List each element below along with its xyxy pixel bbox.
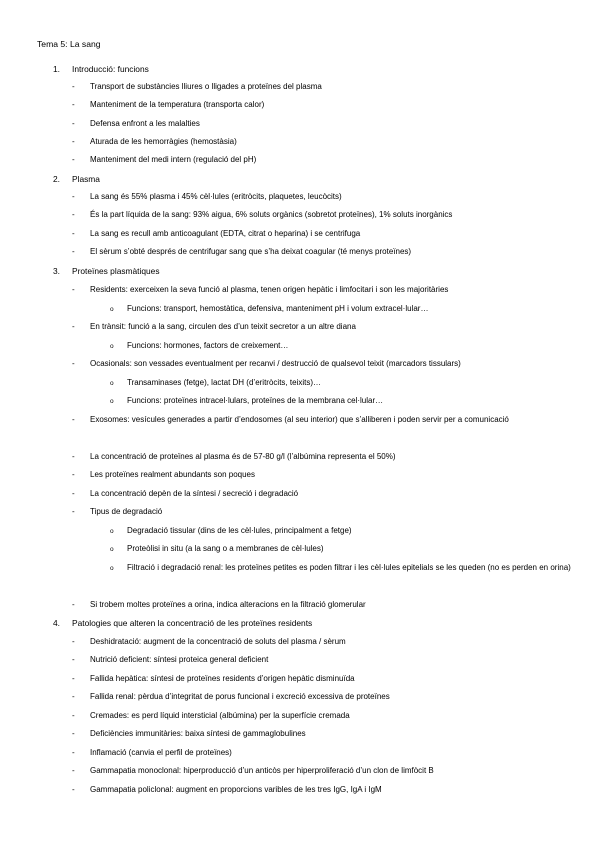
bullet-dash: - xyxy=(72,247,75,256)
list-item-text: Funcions: proteïnes intracel·lulars, proteïnes de la membrana cel·lular… xyxy=(127,396,384,405)
list-item-text: Deshidratació: augment de la concentració de soluts del plasma / sèrum xyxy=(90,637,346,646)
list-item xyxy=(72,359,461,368)
list-item-text: Funcions: transport, hemostàtica, defensiva, manteniment pH i volum extracel·lular… xyxy=(127,304,429,313)
list-item-text: Nutrició deficient: síntesi proteica general deficient xyxy=(90,655,269,664)
section-heading-1 xyxy=(53,64,149,74)
list-item-text: Gammapatia monoclonal: hiperproducció d’un anticòs per hiperproliferació d’un clon de limfòcit B xyxy=(90,766,434,775)
list-item xyxy=(72,137,237,146)
list-item-text: Fallida hepàtica: síntesi de proteïnes residents d’origen hepàtic disminuïda xyxy=(90,674,355,683)
sub-list-item xyxy=(110,526,352,535)
section-title: Proteïnes plasmàtiques xyxy=(72,266,160,276)
list-item-text: Les proteïnes realment abundants son poques xyxy=(90,470,256,479)
list-item xyxy=(72,489,298,498)
section-heading-4 xyxy=(53,618,312,628)
bullet-dash: - xyxy=(72,192,75,201)
list-item-text: Exosomes: vesícules generades a partir d’endosomes (al seu interior) que s’alliberen i poden servir per a comunicació xyxy=(90,415,509,424)
list-item-text: Funcions: hormones, factors de creixement… xyxy=(127,341,289,350)
page-title: Tema 5: La sang xyxy=(37,39,101,49)
section-number: 4. xyxy=(53,618,60,628)
list-item xyxy=(72,285,448,294)
bullet-dash: - xyxy=(72,692,75,701)
list-item-text: Aturada de les hemorràgies (hemostàsia) xyxy=(90,137,237,146)
bullet-dash: - xyxy=(72,415,75,424)
list-item-text: Defensa enfront a les malalties xyxy=(90,119,200,128)
list-item-text: Cremades: es perd líquid intersticial (albúmina) per la superfície cremada xyxy=(90,711,350,720)
bullet-dash: - xyxy=(72,100,75,109)
sub-list-item xyxy=(110,396,383,405)
list-item-text: El sèrum s’obté després de centrifugar sang que s’ha deixat coagular (té menys proteïnes) xyxy=(90,247,412,256)
section-number: 3. xyxy=(53,266,60,276)
sub-list-item xyxy=(110,341,288,350)
bullet-dash: - xyxy=(72,470,75,479)
bullet-dash: - xyxy=(72,452,75,461)
list-item-text: La sang és 55% plasma i 45% cèl·lules (eritròcits, plaquetes, leucòcits) xyxy=(90,192,342,201)
list-item-text: Ocasionals: son vessades eventualment per recanvi / destrucció de qualsevol teixit (marcadors tissulars) xyxy=(90,359,461,368)
list-item xyxy=(72,470,255,479)
sub-bullet: o xyxy=(110,398,114,405)
sub-bullet: o xyxy=(110,565,114,572)
list-item xyxy=(72,452,396,461)
list-item xyxy=(72,674,355,683)
list-item-text: Degradació tissular (dins de les cèl·lules, principalment a fetge) xyxy=(127,526,352,535)
list-item-text: Manteniment del medi intern (regulació del pH) xyxy=(90,155,257,164)
list-item xyxy=(72,655,268,664)
sub-list-item xyxy=(110,378,321,387)
list-item-text: Si trobem moltes proteïnes a orina, indica alteracions en la filtració glomerular xyxy=(90,600,366,609)
list-item xyxy=(72,192,342,201)
list-item xyxy=(72,247,411,256)
bullet-dash: - xyxy=(72,766,75,775)
sub-bullet: o xyxy=(110,343,114,350)
list-item-text: Fallida renal: pèrdua d’integritat de porus funcional i excreció excessiva de proteïnes xyxy=(90,692,390,701)
list-item xyxy=(72,229,360,238)
bullet-dash: - xyxy=(72,137,75,146)
list-item-text: És la part líquida de la sang: 93% aigua, 6% soluts orgànics (sobretot proteïnes), 1% soluts inorgànics xyxy=(90,210,453,219)
list-item xyxy=(72,322,356,331)
list-item xyxy=(72,766,434,775)
bullet-dash: - xyxy=(72,322,75,331)
section-title: Patologies que alteren la concentració de les proteïnes residents xyxy=(72,618,313,628)
bullet-dash: - xyxy=(72,489,75,498)
list-item-text: Residents: exerceixen la seva funció al plasma, tenen origen hepàtic i limfocitari i son les majoritàries xyxy=(90,285,449,294)
sub-bullet: o xyxy=(110,528,114,535)
list-item xyxy=(72,637,346,646)
bullet-dash: - xyxy=(72,507,75,516)
list-item xyxy=(72,711,350,720)
bullet-dash: - xyxy=(72,637,75,646)
bullet-dash: - xyxy=(72,210,75,219)
list-item xyxy=(72,82,322,91)
section-title: Plasma xyxy=(72,174,100,184)
sub-bullet: o xyxy=(110,306,114,313)
bullet-dash: - xyxy=(72,155,75,164)
list-item xyxy=(72,119,200,128)
bullet-dash: - xyxy=(72,655,75,664)
list-item-text: Transaminases (fetge), lactat DH (d’eritròcits, teixits)… xyxy=(127,378,321,387)
bullet-dash: - xyxy=(72,674,75,683)
list-item-text: Tipus de degradació xyxy=(90,507,163,516)
section-heading-3 xyxy=(53,266,160,276)
bullet-dash: - xyxy=(72,600,75,609)
list-item-text: La concentració depèn de la síntesi / secreció i degradació xyxy=(90,489,299,498)
list-item xyxy=(72,100,264,109)
list-item-text: Inflamació (canvia el perfil de proteïnes) xyxy=(90,748,232,757)
bullet-dash: - xyxy=(72,359,75,368)
bullet-dash: - xyxy=(72,785,75,794)
section-title: Introducció: funcions xyxy=(72,64,149,74)
bullet-dash: - xyxy=(72,229,75,238)
list-item xyxy=(72,411,520,429)
list-item-text: En trànsit: funció a la sang, circulen des d’un teixit secretor a un altre diana xyxy=(90,322,356,331)
sub-list-item xyxy=(110,559,582,578)
section-number: 1. xyxy=(53,64,60,74)
list-item xyxy=(72,600,366,609)
bullet-dash: - xyxy=(72,285,75,294)
bullet-dash: - xyxy=(72,82,75,91)
list-item xyxy=(72,507,162,516)
sub-bullet: o xyxy=(110,380,114,387)
list-item-text: La concentració de proteïnes al plasma és de 57-80 g/l (l’albúmina representa el 50%) xyxy=(90,452,396,461)
sub-list-item xyxy=(110,544,324,553)
bullet-dash: - xyxy=(72,711,75,720)
list-item xyxy=(72,692,390,701)
bullet-dash: - xyxy=(72,748,75,757)
list-item-text: Manteniment de la temperatura (transporta calor) xyxy=(90,100,265,109)
list-item xyxy=(72,785,382,794)
list-item xyxy=(72,748,232,757)
list-item xyxy=(72,155,256,164)
list-item-text: Deficiències immunitàries: baixa síntesi de gammaglobulines xyxy=(90,729,306,738)
list-item-text: Proteòlisi in situ (a la sang o a membranes de cèl·lules) xyxy=(127,544,324,553)
sub-bullet: o xyxy=(110,546,114,553)
section-number: 2. xyxy=(53,174,60,184)
list-item-text: La sang es recull amb anticoagulant (EDTA, citrat o heparina) i se centrifuga xyxy=(90,229,361,238)
section-heading-2 xyxy=(53,174,100,184)
list-item xyxy=(72,210,452,219)
sub-list-item xyxy=(110,304,428,313)
bullet-dash: - xyxy=(72,119,75,128)
list-item xyxy=(72,729,306,738)
list-item-text: Gammapatia policlonal: augment en proporcions varibles de les tres IgG, IgA i IgM xyxy=(90,785,382,794)
list-item-text: Filtració i degradació renal: les proteïnes petites es poden filtrar i les cèl·lules epitelials se les queden (no es perden en orina) xyxy=(127,563,571,572)
list-item-text: Transport de substàncies lliures o lligades a proteïnes del plasma xyxy=(90,82,322,91)
bullet-dash: - xyxy=(72,729,75,738)
